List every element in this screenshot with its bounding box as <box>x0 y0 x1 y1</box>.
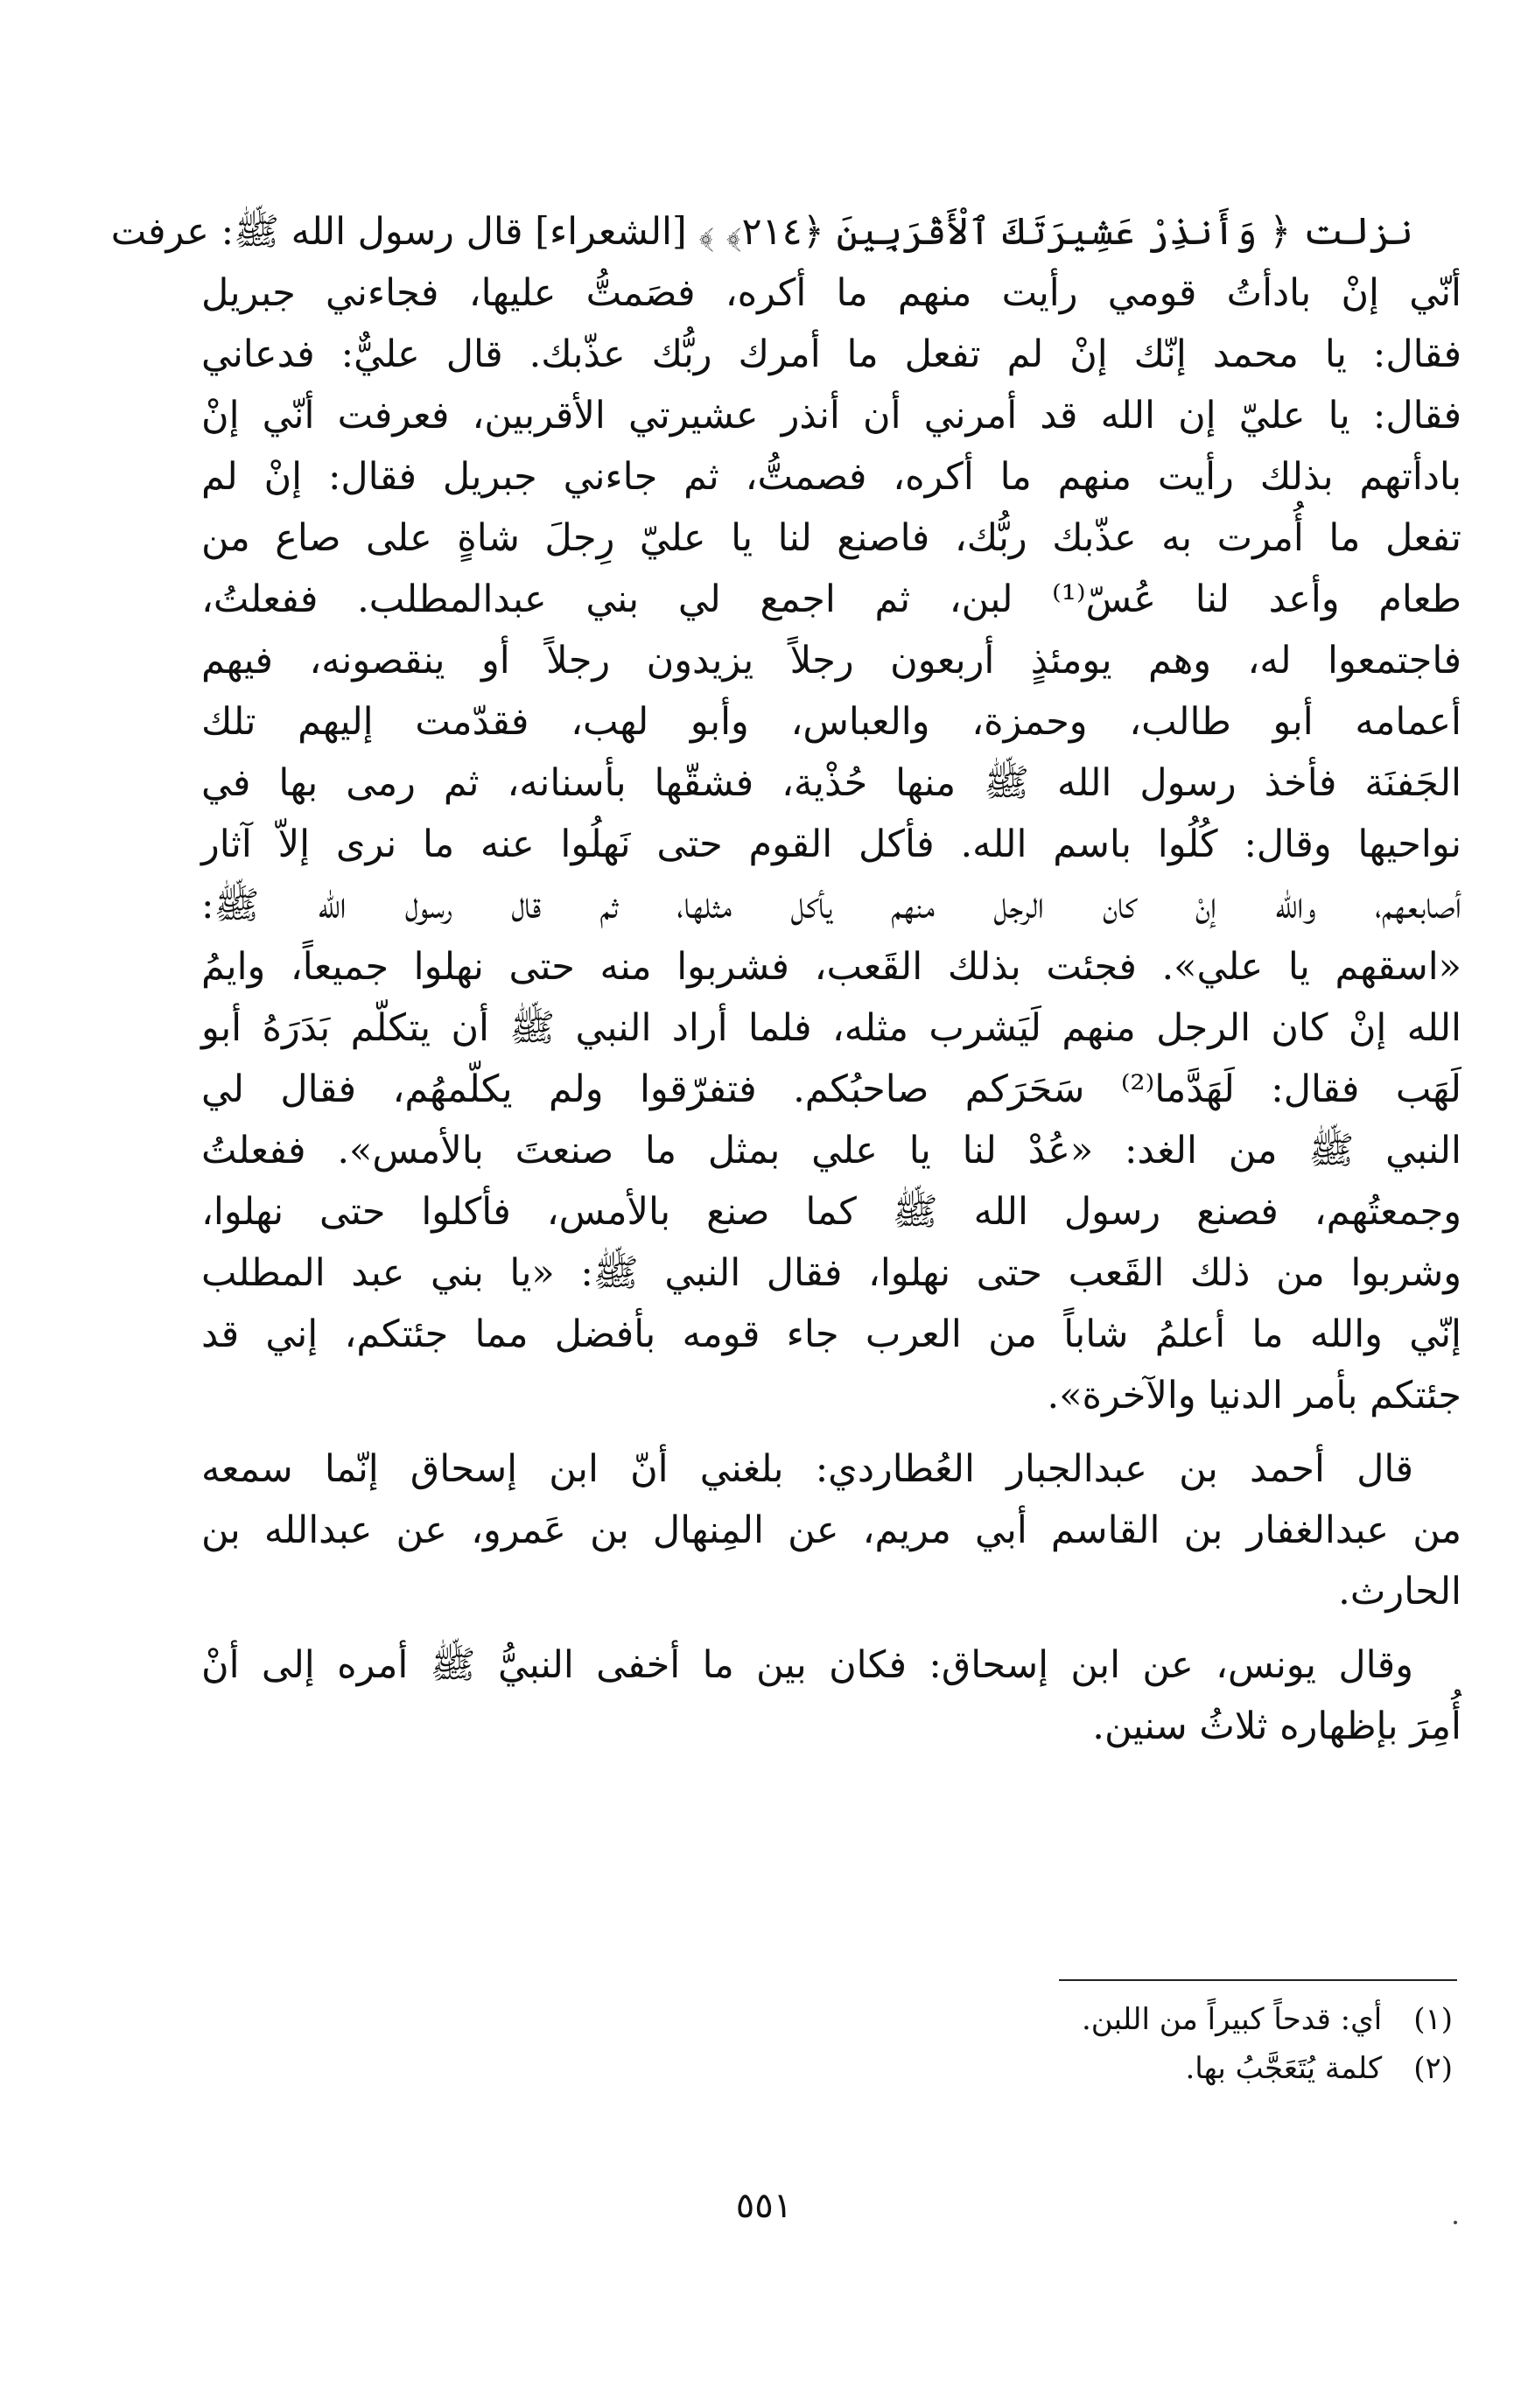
text-line: بادأتهم بذلك رأيت منهم ما أكره، فصمتُّ، ثم جاءني جبريل فقال: إنْ لم <box>201 455 1461 499</box>
text-line: أعمامه أبو طالب، وحمزة، والعباس، وأبو لهب، فقدّمت إليهم تلك <box>201 700 1461 744</box>
text-line: وشربوا من ذلك القَعب حتى نهلوا، فقال النبي ﷺ: «يا بني عبد المطلب <box>201 1251 1461 1295</box>
print-speck <box>1454 2221 1457 2224</box>
text-line: أنّي إنْ بادأتُ قومي رأيت منهم ما أكره، فصَمتُّ عليها، فجاءني جبريل <box>201 271 1461 315</box>
text-line: أُمِرَ بإظهاره ثلاثُ سنين. <box>1092 1704 1461 1748</box>
text-line: نواحيها وقال: كُلُوا باسم الله. فأكل القوم حتى نَهلُوا عنه ما نرى إلاّ آثار <box>201 822 1461 866</box>
text-line: الجَفنَة فأخذ رسول الله ﷺ منها حُذْية، فشقّها بأسنانه، ثم رمى بها في <box>201 761 1461 805</box>
text-line: تفعل ما أُمرت به عذّبك ربُّك، فاصنع لنا يا عليّ رِجلَ شاةٍ على صاع من <box>201 516 1461 560</box>
text-line: جئتكم بأمر الدنيا والآخرة». <box>1047 1374 1461 1418</box>
text-line: من عبدالغفار بن القاسم أبي مريم، عن المِنهال بن عَمرو، عن عبدالله بن <box>201 1508 1461 1552</box>
footnote-text: كلمة يُتَعَجَّبُ بها. <box>1185 2051 1383 2086</box>
text-line: الله إنْ كان الرجل منهم لَيَشرب مثله، فلما أراد النبي ﷺ أن يتكلّم بَدَرَهُ أبو <box>201 1006 1461 1050</box>
paragraph-2 <box>201 1438 1461 1622</box>
footnote-mark: (١) <box>1413 2002 1453 2037</box>
text-line: فاجتمعوا له، وهم يومئذٍ أربعون رجلاً يزيدون رجلاً أو ينقصونه، فيهم <box>201 639 1461 682</box>
text-line: فقال: يا عليّ إن الله قد أمرني أن أنذر عشيرتي الأقربين، فعرفت أنّي إنْ <box>201 394 1461 438</box>
text-line: قال أحمد بن عبدالجبار العُطاردي: بلغني أنّ ابن إسحاق إنّما سمعه <box>201 1447 1413 1491</box>
footnote-mark: (٢) <box>1413 2051 1453 2086</box>
footnote-item <box>788 2044 1453 2093</box>
text-line: لَهَب فقال: لَهَدَّما⁽²⁾ سَحَرَكم صاحبُكم. فتفرّقوا ولم يكلّمهُم، فقال لي <box>201 1068 1461 1111</box>
text-line: طعام وأعد لنا عُسّ⁽¹⁾ لبن، ثم اجمع لي بني عبدالمطلب. ففعلتُ، <box>201 578 1461 621</box>
text-line: إنّي والله ما أعلمُ شاباً من العرب جاء قومه بأفضل مما جئتكم، إني قد <box>201 1312 1461 1356</box>
paragraph-1 <box>110 201 1461 1426</box>
main-text <box>110 201 1461 1757</box>
footnote-divider <box>1059 1979 1457 1981</box>
paragraph-3 <box>201 1634 1461 1757</box>
text-line: النبي ﷺ من الغد: «عُدْ لنا يا علي بمثل ما صنعتَ بالأمس». ففعلتُ <box>201 1129 1461 1172</box>
text-line: «اسقهم يا علي». فجئت بذلك القَعب، فشربوا منه حتى نهلوا جميعاً، وايمُ <box>201 945 1461 989</box>
footnote-item <box>788 1995 1453 2044</box>
footnotes <box>788 1995 1453 2093</box>
footnote-text: أي: قدحاً كبيراً من اللبن. <box>1081 2002 1383 2037</box>
text-line: الحارث. <box>1338 1570 1461 1614</box>
text-line: نزلت ﴿ وَأَنذِرْ عَشِيرَتَكَ ٱلْأَقْرَبِينَ ﴿٢١٤﴾ ﴾ [الشعراء] قال رسول الله ﷺ: عرفت <box>110 210 1413 254</box>
text-line: فقال: يا محمد إنّك إنْ لم تفعل ما أمرك ربُّك عذّبك. قال عليٌّ: فدعاني <box>201 332 1461 376</box>
text-line: وقال يونس، عن ابن إسحاق: فكان بين ما أخفى النبيُّ ﷺ أمره إلى أنْ <box>201 1643 1413 1687</box>
text-line: أصابعهم، والله إنْ كان الرجل منهم يأكل مثلها، ثم قال رسول الله ﷺ: <box>201 884 1461 928</box>
text-line: وجمعتُهم، فصنع رسول الله ﷺ كما صنع بالأمس، فأكلوا حتى نهلوا، <box>201 1190 1461 1234</box>
page-number: ٥٥١ <box>735 2186 793 2226</box>
